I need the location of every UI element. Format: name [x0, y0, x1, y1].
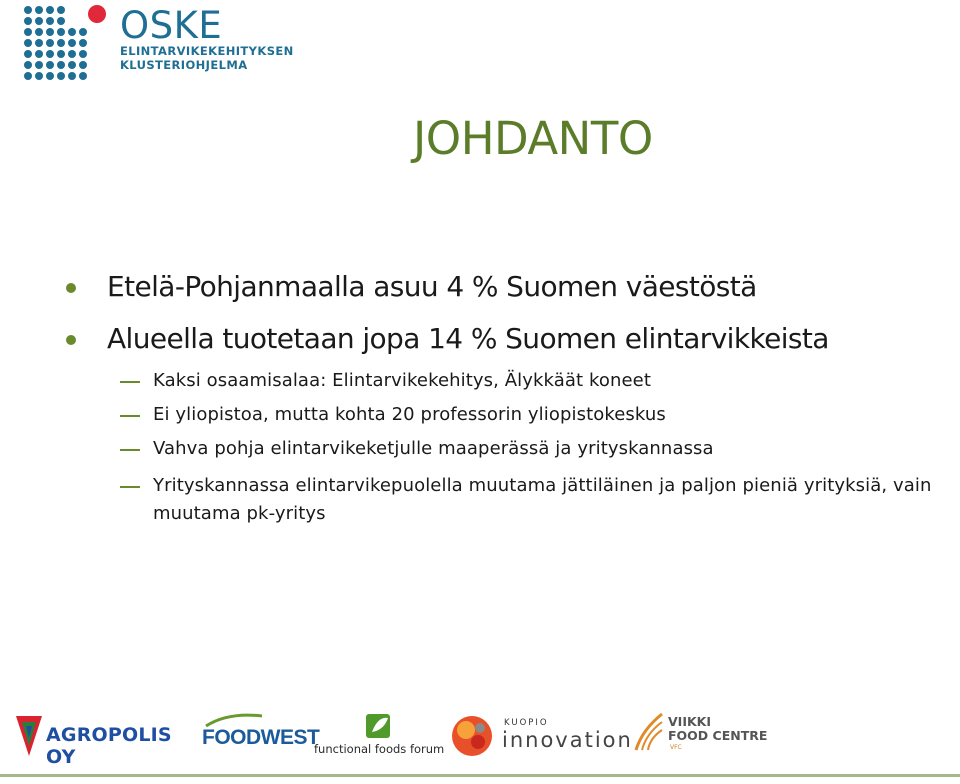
oske-dot — [57, 17, 65, 25]
sub-bullet-4-continuation: muutama pk-yritys — [153, 503, 326, 524]
viikki-food-centre-logo — [632, 708, 768, 760]
bullet-2: Alueella tuotetaan jopa 14 % Suomen elintarvikkeista — [107, 322, 829, 355]
oske-dot — [24, 39, 32, 47]
leaf-icon — [364, 712, 394, 740]
viikki-line-3: VFC — [670, 744, 682, 751]
oske-dot — [35, 28, 43, 36]
oske-dot — [24, 72, 32, 80]
oske-dot — [24, 28, 32, 36]
oske-dot — [68, 50, 76, 58]
oske-dot — [46, 61, 54, 69]
oske-red-dot — [88, 5, 106, 23]
oske-dot — [57, 39, 65, 47]
slide-title: JOHDANTO — [413, 112, 653, 165]
kuopio-label: KUOPIO — [504, 718, 549, 728]
oske-dot — [79, 39, 87, 47]
oske-dot-grid-icon — [22, 2, 118, 80]
foodwest-name: FOODWEST — [202, 726, 320, 749]
oske-dot — [79, 50, 87, 58]
oske-dot — [79, 28, 87, 36]
oske-logo-name: OSKE — [120, 4, 223, 47]
oske-dot — [24, 6, 32, 14]
oske-dot — [35, 39, 43, 47]
oske-dot — [46, 50, 54, 58]
sub-bullet-2: Ei yliopistoa, mutta kohta 20 professorin yliopistokeskus — [153, 404, 666, 425]
bullet-1: Etelä-Pohjanmaalla asuu 4 % Suomen väestöstä — [107, 270, 757, 303]
oske-logo-subtitle-2: KLUSTERIOHJELMA — [120, 58, 248, 72]
bottom-divider — [0, 774, 960, 777]
sub-bullet-dash-icon — [120, 449, 140, 451]
oske-dot — [46, 72, 54, 80]
oske-dot — [35, 17, 43, 25]
oske-dot — [46, 17, 54, 25]
oske-dot — [57, 50, 65, 58]
oske-dot — [57, 6, 65, 14]
oske-dot — [46, 6, 54, 14]
sub-bullet-4: Yrityskannassa elintarvikepuolella muutama jättiläinen ja paljon pieniä yrityksiä, vain — [153, 475, 932, 496]
oske-dot — [68, 72, 76, 80]
kuopio-sphere-icon — [450, 714, 494, 758]
oske-dot — [35, 50, 43, 58]
viikki-line-2: FOOD CENTRE — [668, 728, 768, 743]
agropolis-logo — [14, 712, 174, 768]
oske-dot — [68, 61, 76, 69]
oske-logo-subtitle-1: ELINTARVIKEKEHITYKSEN — [120, 44, 294, 58]
sub-bullet-3: Vahva pohja elintarvikeketjulle maaperässä ja yrityskannassa — [153, 438, 714, 459]
sub-bullet-dash-icon — [120, 415, 140, 417]
oske-dot — [79, 72, 87, 80]
oske-dot — [79, 61, 87, 69]
foodwest-logo — [202, 710, 320, 760]
oske-dot — [46, 28, 54, 36]
oske-dot — [35, 72, 43, 80]
oske-dot — [24, 17, 32, 25]
oske-dot — [57, 72, 65, 80]
bullet-dot-icon — [66, 283, 76, 293]
sub-bullet-dash-icon — [120, 486, 140, 488]
oske-dot — [57, 61, 65, 69]
agropolis-emblem-icon — [14, 712, 44, 758]
oske-logo — [22, 2, 294, 80]
sub-bullet-1: Kaksi osaamisalaa: Elintarvikekehitys, Älykkäät koneet — [153, 370, 652, 391]
agropolis-name: AGROPOLIS OY — [46, 724, 172, 768]
sub-bullet-dash-icon — [120, 381, 140, 383]
bullet-dot-icon — [66, 335, 76, 345]
oske-dot — [35, 61, 43, 69]
oske-dot — [35, 6, 43, 14]
viikki-line-1: VIIKKI — [668, 714, 711, 729]
functional-foods-forum-name: functional foods forum — [314, 742, 445, 756]
viikki-wheat-icon — [632, 710, 666, 754]
oske-dot — [46, 39, 54, 47]
functional-foods-forum-logo — [312, 712, 445, 760]
oske-dot — [24, 50, 32, 58]
innovation-label: innovation — [502, 728, 633, 752]
oske-dot — [24, 61, 32, 69]
oske-dot — [68, 39, 76, 47]
oske-dot — [68, 28, 76, 36]
kuopio-innovation-logo — [450, 712, 633, 760]
oske-dot — [57, 28, 65, 36]
